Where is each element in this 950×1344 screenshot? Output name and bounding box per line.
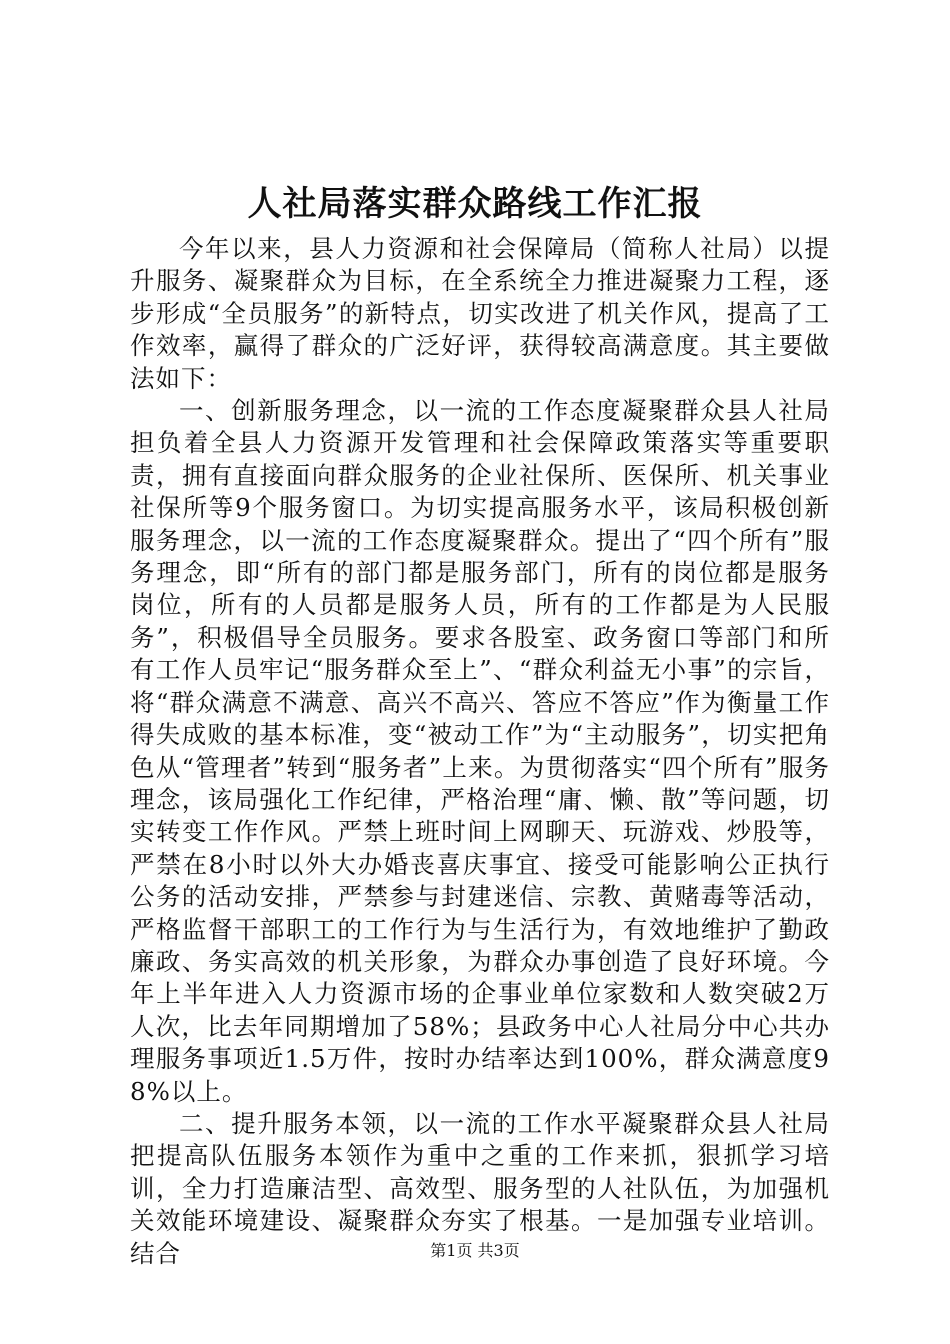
- document-title: 人社局落实群众路线工作汇报: [247, 184, 703, 224]
- paragraph-section-2: 二、提升服务本领，以一流的工作水平凝聚群众县人社局把提高队伍服务本领作为重中之重的工作来抓，狠抓学习培训，全力打造廉洁型、高效型、服务型的人社队伍，为加强机关效能环境建设、凝聚群众夯实了根基。一是加强专业培训。结合: [130, 1108, 830, 1268]
- paragraph-section-1: 一、创新服务理念，以一流的工作态度凝聚群众县人社局担负着全县人力资源开发管理和社会保障政策落实等重要职责，拥有直接面向群众服务的企业社保所、医保所、机关事业社保所等9个服务窗口。为切实提高服务水平，该局积极创新服务理念，以一流的工作态度凝聚群众。提出了“四个所有”服务理念，即“所有的部门都是服务部门，所有的岗位都是服务岗位，所有的人员都是服务人员，所有的工作都是为人民服务”，积极倡导全员服务。要求各股室、政务窗口等部门和所有工作人员牢记“服务群众至上”、“群众利益无小事”的宗旨，将“群众满意不满意、高兴不高兴、答应不答应”作为衡量工作得失成败的基本标准，变“被动工作”为“主动服务”，切实把角色从“管理者”转到“服务者”上来。为贯彻落实“四个所有”服务理念，该局强化工作纪律，严格治理“庸、懒、散”等问题，切实转变工作作风。严禁上班时间上网聊天、玩游戏、炒股等，严禁在8小时以外大办婚丧喜庆事宜、接受可能影响公正执行公务的活动安排，严禁参与封建迷信、宗教、黄赌毒等活动，严格监督干部职工的工作行为与生活行为，有效地维护了勤政廉政、务实高效的机关形象，为群众办事创造了良好环境。今年上半年进入人力资源市场的企事业单位家数和人数突破2万人次，比去年同期增加了58%；县政务中心人社局分中心共办理服务事项近1.5万件，按时办结率达到100%，群众满意度98%以上。: [130, 396, 830, 1106]
- document-body: [130, 233, 830, 1270]
- page-number-footer: 第1页 共3页: [430, 1241, 520, 1260]
- paragraph-intro: 今年以来，县人力资源和社会保障局（简称人社局）以提升服务、凝聚群众为目标，在全系统全力推进凝聚力工程，逐步形成“全员服务”的新特点，切实改进了机关作风，提高了工作效率，赢得了群众的广泛好评，获得较高满意度。其主要做法如下：: [130, 234, 830, 393]
